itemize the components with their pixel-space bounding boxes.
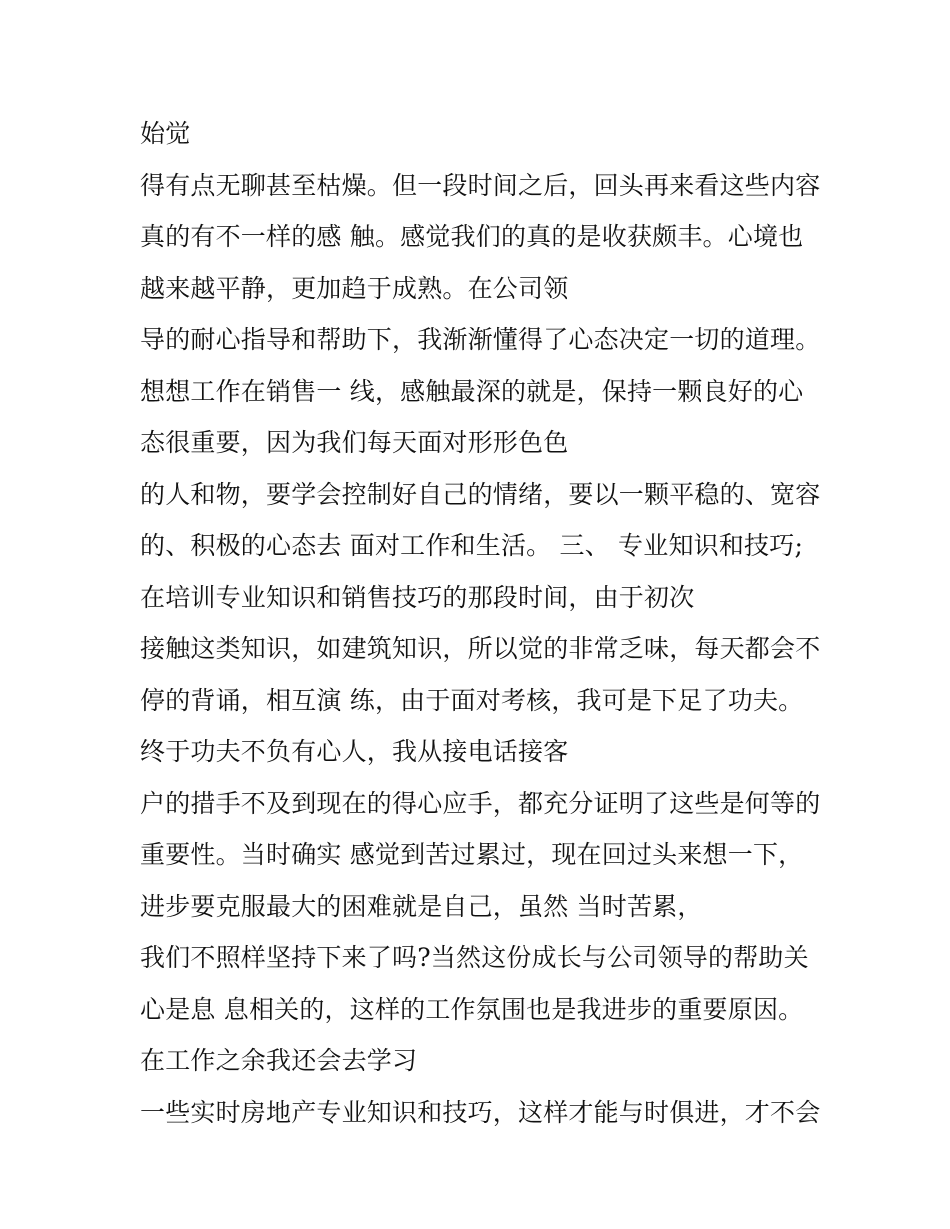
text-line: 想想工作在销售一 线，感触最深的就是，保持一颗良好的心	[140, 376, 804, 406]
text-line: 终于功夫不负有心人，我从接电话接客	[140, 737, 569, 766]
text-line: 态很重要，因为我们每天面对形形色色	[140, 428, 569, 457]
body-text	[140, 108, 830, 1138]
text-line: 心是息 息相关的，这样的工作氛围也是我进步的重要原因。	[140, 994, 804, 1024]
text-line: 越来越平静，更加趋于成熟。在公司领	[140, 273, 569, 303]
text-line: 重要性。当时确实 感觉到苦过累过，现在回过头来想一下，	[140, 840, 804, 869]
text-line: 停的背诵，相互演 练，由于面对考核，我可是下足了功夫。	[140, 685, 804, 715]
text-line: 导的耐心指导和帮助下，我渐渐懂得了心态决定一切的道理。	[140, 325, 821, 354]
text-line: 真的有不一样的感 触。感觉我们的真的是收获颇丰。心境也	[140, 222, 804, 251]
text-line: 始觉	[140, 119, 191, 148]
text-line: 户的措手不及到现在的得心应手，都充分证明了这些是何等的	[140, 788, 821, 818]
text-line: 得有点无聊甚至枯燥。但一段时间之后，回头再来看这些内容	[140, 170, 821, 200]
text-line: 的、积极的心态去 面对工作和生活。 三、 专业知识和技巧;	[140, 531, 804, 560]
text-line: 进步要克服最大的困难就是自己，虽然 当时苦累，	[140, 891, 703, 921]
text-line: 我们不照样坚持下来了吗?当然这份成长与公司领导的帮助关	[140, 943, 809, 972]
text-line: 在工作之余我还会去学习	[140, 1046, 418, 1075]
text-line: 接触这类知识，如建筑知识，所以觉的非常乏味，每天都会不	[140, 634, 821, 663]
text-line: 一些实时房地产专业知识和技巧，这样才能与时俱进，才不会	[140, 1097, 821, 1127]
text-line: 在培训专业知识和销售技巧的那段时间，由于初次	[140, 582, 695, 612]
text-line: 的人和物，要学会控制好自己的情绪，要以一颗平稳的、宽容	[140, 479, 821, 509]
